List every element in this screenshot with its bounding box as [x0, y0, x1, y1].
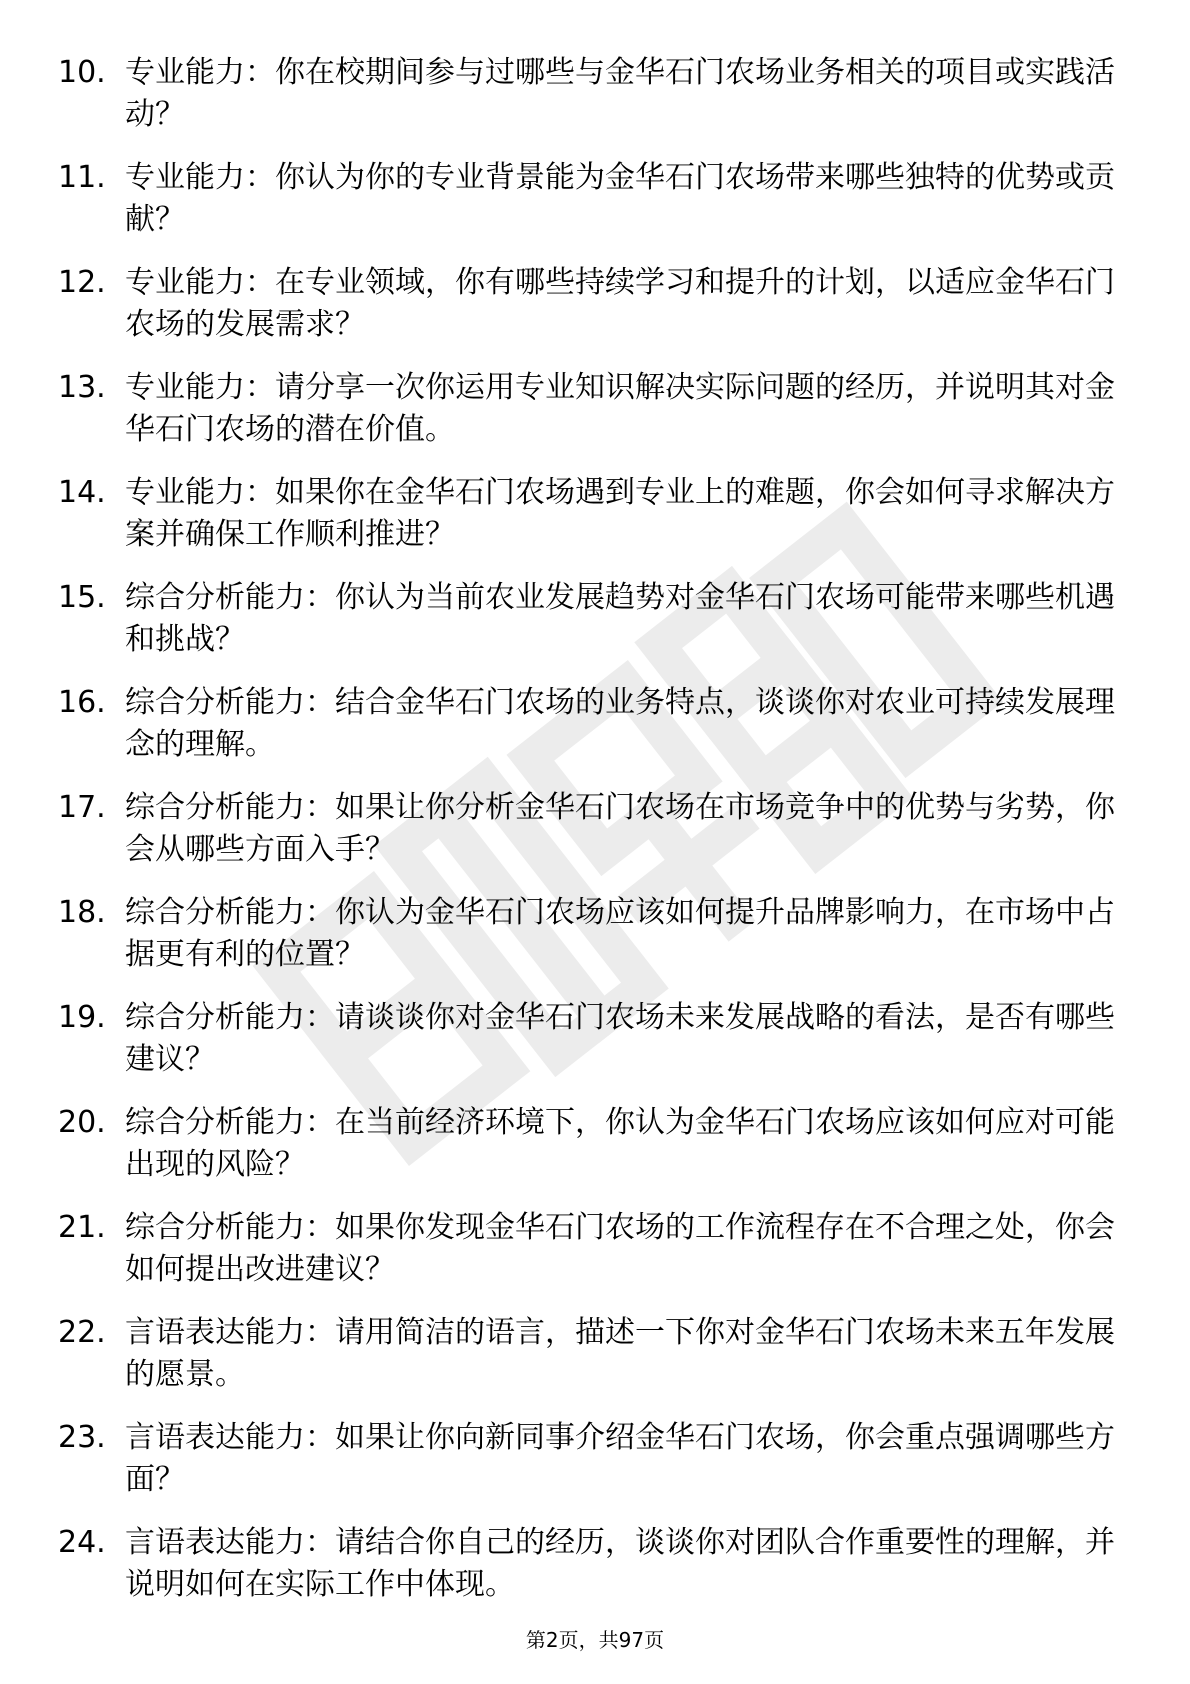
question-item [58, 787, 1128, 871]
question-number: 21. [58, 1210, 106, 1245]
question-item [58, 1417, 1128, 1501]
question-number: 16. [58, 685, 106, 720]
question-text: 专业能力：你认为你的专业背景能为金华石门农场带来哪些独特的优势或贡献？ [125, 160, 1115, 237]
question-item [58, 577, 1128, 661]
question-number: 18. [58, 895, 106, 930]
question-item [58, 1522, 1128, 1606]
question-number: 22. [58, 1315, 106, 1350]
question-text: 综合分析能力：如果让你分析金华石门农场在市场竞争中的优势与劣势，你会从哪些方面入手？ [125, 790, 1115, 867]
question-text: 综合分析能力：你认为当前农业发展趋势对金华石门农场可能带来哪些机遇和挑战？ [125, 580, 1115, 657]
question-number: 23. [58, 1420, 106, 1455]
question-number: 11. [58, 160, 106, 195]
question-text: 综合分析能力：如果你发现金华石门农场的工作流程存在不合理之处，你会如何提出改进建议？ [125, 1210, 1115, 1287]
question-item [58, 367, 1128, 451]
question-number: 12. [58, 265, 106, 300]
question-text: 综合分析能力：结合金华石门农场的业务特点，谈谈你对农业可持续发展理念的理解。 [125, 685, 1115, 762]
question-item [58, 1102, 1128, 1186]
question-list [58, 52, 1128, 1627]
question-item [58, 892, 1128, 976]
question-item [58, 682, 1128, 766]
question-number: 14. [58, 475, 106, 510]
question-text: 言语表达能力：请结合你自己的经历，谈谈你对团队合作重要性的理解，并说明如何在实际工作中体现。 [125, 1525, 1115, 1602]
question-text: 言语表达能力：请用简洁的语言，描述一下你对金华石门农场未来五年发展的愿景。 [125, 1315, 1115, 1392]
question-text: 专业能力：如果你在金华石门农场遇到专业上的难题，你会如何寻求解决方案并确保工作顺利推进？ [125, 475, 1115, 552]
question-number: 10. [58, 55, 106, 90]
question-item [58, 1207, 1128, 1291]
question-item [58, 472, 1128, 556]
question-number: 24. [58, 1525, 106, 1560]
question-text: 言语表达能力：如果让你向新同事介绍金华石门农场，你会重点强调哪些方面？ [125, 1420, 1115, 1497]
question-number: 17. [58, 790, 106, 825]
question-text: 专业能力：你在校期间参与过哪些与金华石门农场业务相关的项目或实践活动？ [125, 55, 1115, 132]
question-item [58, 997, 1128, 1081]
question-item [58, 157, 1128, 241]
question-text: 综合分析能力：请谈谈你对金华石门农场未来发展战略的看法，是否有哪些建议？ [125, 1000, 1115, 1077]
question-text: 专业能力：在专业领域，你有哪些持续学习和提升的计划，以适应金华石门农场的发展需求？ [125, 265, 1115, 342]
question-number: 20. [58, 1105, 106, 1140]
question-item [58, 262, 1128, 346]
question-number: 15. [58, 580, 106, 615]
page-footer: 第2页，共97页 [525, 1628, 665, 1652]
question-number: 19. [58, 1000, 106, 1035]
question-text: 综合分析能力：在当前经济环境下，你认为金华石门农场应该如何应对可能出现的风险？ [125, 1105, 1115, 1182]
question-item [58, 52, 1128, 136]
question-item [58, 1312, 1128, 1396]
question-text: 专业能力：请分享一次你运用专业知识解决实际问题的经历，并说明其对金华石门农场的潜在价值。 [125, 370, 1115, 447]
question-number: 13. [58, 370, 106, 405]
question-text: 综合分析能力：你认为金华石门农场应该如何提升品牌影响力，在市场中占据更有利的位置？ [125, 895, 1115, 972]
